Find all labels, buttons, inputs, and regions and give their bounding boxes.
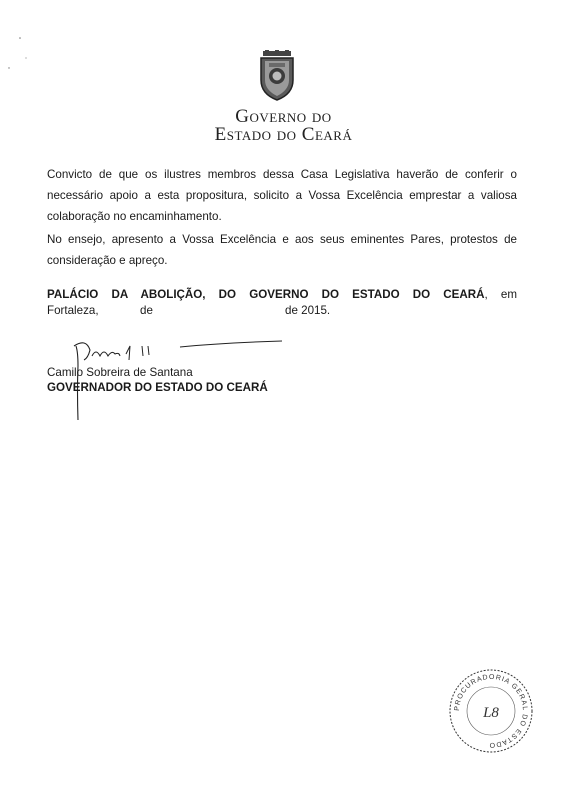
date-de: de: [140, 304, 153, 317]
paragraph-2: No ensejo, apresento a Vossa Excelência e aos seus eminentes Pares, protestos de consideração e apreço.: [47, 233, 517, 267]
palace-line: [47, 288, 517, 302]
gov-title-line1: Governo do: [235, 106, 332, 127]
ceara-coat-of-arms: [257, 50, 297, 102]
paragraph-1: Convicto de que os ilustres membros dessa Casa Legislativa haverão de conferir o necessário apoio a esta propositura, solicito a Vossa Excelência emprestar a valiosa colaboração no encaminhamento.: [47, 168, 517, 223]
stamp-text: PROCURADORIA GERAL DO ESTADO: [453, 673, 529, 749]
date-year: de 2015.: [285, 304, 331, 317]
palace-name: PALÁCIO DA ABOLIÇÃO, DO GOVERNO DO ESTADO DO CEARÁ: [47, 288, 485, 301]
stamp-folio: L8: [483, 705, 499, 721]
date-city: Fortaleza,: [47, 304, 99, 317]
procuradoria-stamp: [448, 668, 534, 754]
signer-title: GOVERNADOR DO ESTADO DO CEARÁ: [47, 381, 268, 394]
signer-name: Camilo Sobreira de Santana: [47, 366, 193, 379]
palace-tail: , em: [484, 288, 517, 301]
gov-title-line2: Estado do Ceará: [214, 124, 353, 145]
handwritten-signature: [60, 330, 300, 430]
